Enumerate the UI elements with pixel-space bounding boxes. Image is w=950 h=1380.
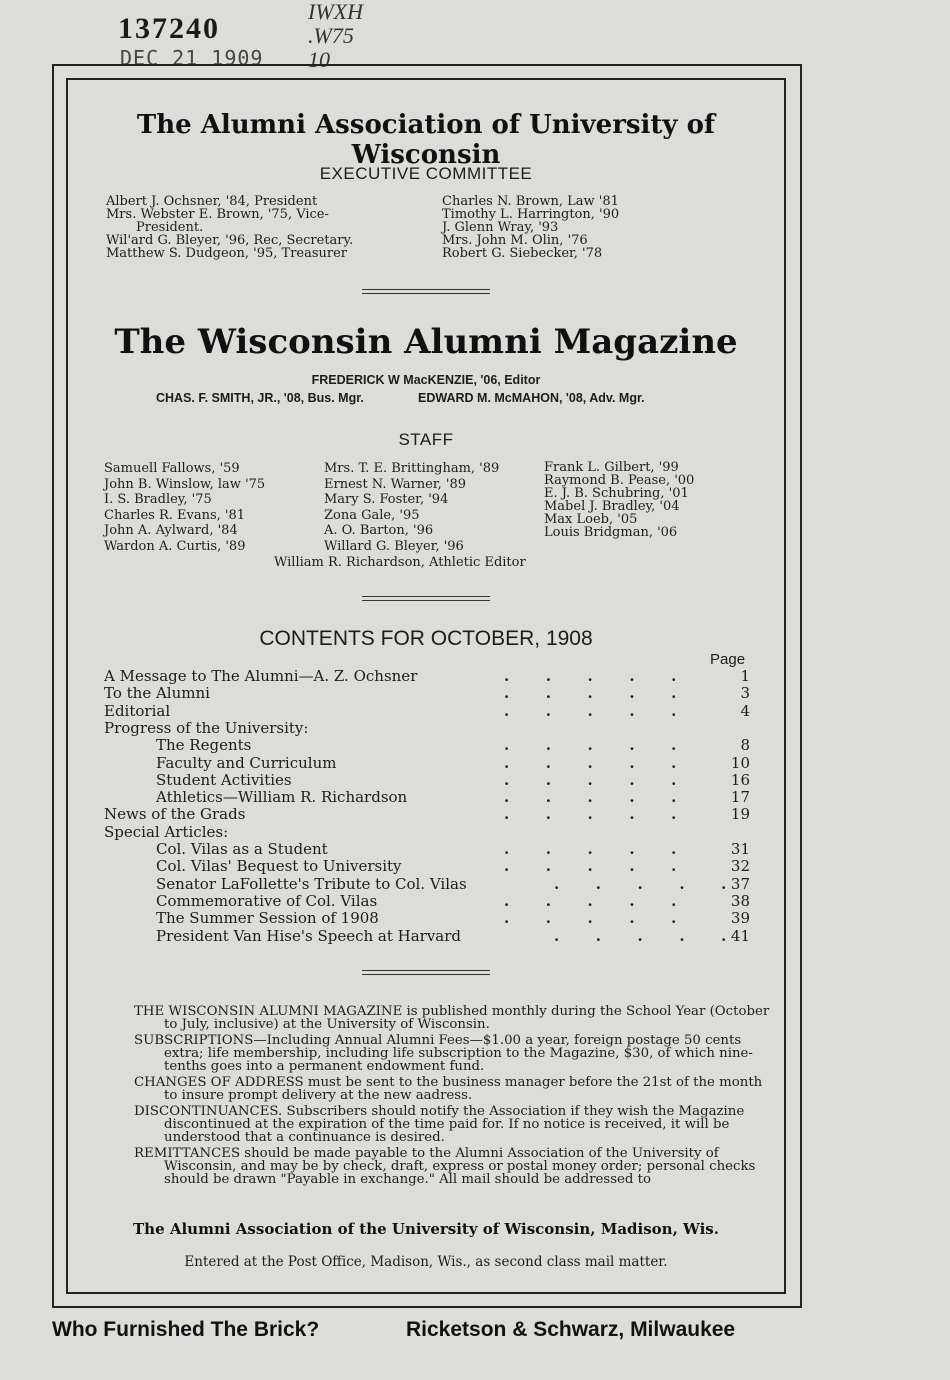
toc-leader-dots: . . . . . bbox=[504, 701, 677, 720]
toc-entry-title: Senator LaFollette's Tribute to Col. Vilas bbox=[156, 874, 467, 893]
executive-member: Mrs. John M. Olin, '76 bbox=[442, 233, 588, 248]
toc-entry-title: News of the Grads bbox=[104, 805, 246, 824]
toc-leader-dots: . . . . . bbox=[504, 684, 677, 703]
contents-heading: CONTENTS FOR OCTOBER, 1908 bbox=[259, 627, 593, 650]
staff-member: Louis Bridgman, '06 bbox=[544, 525, 678, 540]
staff-member: E. J. B. Schubring, '01 bbox=[544, 486, 689, 501]
executive-member: Charles N. Brown, Law '81 bbox=[442, 194, 619, 209]
notice-paragraph: SUBSCRIPTIONS—Including Annual Alumni Fees—$1.00 a year, foreign postage 50 cents extra; life membership, including life subscription to the Magazine, $30, of which nine-tenths goes into a permanent endowment fund. bbox=[134, 1033, 753, 1074]
toc-entry-title: Editorial bbox=[104, 701, 171, 720]
toc-entry bbox=[104, 703, 750, 720]
executive-member: Albert J. Ochsner, '84, President bbox=[106, 194, 318, 209]
toc-page-number: 39 bbox=[730, 909, 750, 928]
toc-leader-dots: . . . . . bbox=[504, 909, 677, 928]
toc-entry-title: The Summer Session of 1908 bbox=[156, 909, 379, 928]
toc-entry-title: Col. Vilas as a Student bbox=[156, 840, 328, 858]
toc-entry bbox=[104, 685, 750, 702]
staff-member: Samuell Fallows, '59 bbox=[104, 461, 240, 476]
advertising-manager: EDWARD M. McMAHON, '08, Adv. Mgr. bbox=[418, 391, 645, 405]
toc-entry bbox=[104, 876, 750, 893]
executive-left-column bbox=[106, 195, 353, 260]
staff-column-1 bbox=[104, 461, 265, 555]
advertisement-banner bbox=[52, 1318, 812, 1342]
toc-entry-title: President Van Hise's Speech at Harvard bbox=[156, 926, 462, 945]
toc-page-number: 31 bbox=[730, 840, 750, 858]
staff-member: Ernest N. Warner, '89 bbox=[324, 476, 467, 492]
toc-entry bbox=[104, 737, 750, 754]
accession-number: 137240 bbox=[118, 12, 220, 45]
divider-rule bbox=[362, 970, 490, 975]
toc-page-number: 37 bbox=[730, 874, 750, 893]
toc-entry bbox=[104, 789, 750, 806]
staff-member: Mary S. Foster, '94 bbox=[324, 492, 449, 508]
executive-member: Mrs. Webster E. Brown, '75, Vice- bbox=[106, 207, 329, 222]
advertisement-question: Who Furnished The Brick? bbox=[52, 1318, 320, 1341]
toc-leader-dots: . . . . . bbox=[504, 805, 677, 824]
executive-member: Robert G. Siebecker, '78 bbox=[442, 246, 603, 261]
staff-member: John B. Winslow, law '75 bbox=[104, 476, 266, 492]
publication-notices bbox=[104, 1005, 778, 1189]
toc-entry bbox=[104, 720, 750, 737]
staff-member: Zona Gale, '95 bbox=[324, 507, 420, 523]
toc-leader-dots: . . . . . bbox=[504, 667, 677, 685]
toc-leader-dots: . . . . . bbox=[504, 891, 677, 910]
toc-leader-dots: . . . . . bbox=[504, 736, 677, 755]
toc-entry-title: The Regents bbox=[156, 736, 252, 755]
toc-page-number: 8 bbox=[740, 736, 750, 755]
athletic-editor: William R. Richardson, Athletic Editor bbox=[274, 555, 526, 570]
toc-entry bbox=[104, 841, 750, 858]
staff-column-2 bbox=[324, 461, 499, 555]
staff-member: Willard G. Bleyer, '96 bbox=[324, 538, 464, 554]
toc-page-number: 32 bbox=[730, 857, 750, 876]
executive-member: President. bbox=[136, 220, 204, 235]
toc-page-number: 10 bbox=[730, 753, 750, 772]
handwriting-line: 10 bbox=[308, 47, 330, 72]
staff-member: I. S. Bradley, '75 bbox=[104, 492, 212, 508]
staff-member: Raymond B. Pease, '00 bbox=[544, 473, 695, 488]
advertisement-sponsor: Ricketson & Schwarz, Milwaukee bbox=[406, 1318, 736, 1341]
executive-member: Matthew S. Dudgeon, '95, Treasurer bbox=[106, 246, 348, 261]
executive-member: J. Glenn Wray, '93 bbox=[442, 220, 559, 235]
toc-entry-title: To the Alumni bbox=[104, 684, 210, 703]
toc-entry bbox=[104, 755, 750, 772]
notice-paragraph: DISCONTINUANCES. Subscribers should notify the Association if they wish the Magazine discontinued at the expiration of the time paid for. If no notice is received, it will be understood that a continuance is desired. bbox=[134, 1104, 745, 1145]
accession-date: DEC 21 1909 bbox=[120, 46, 264, 70]
toc-page-number: 4 bbox=[740, 701, 750, 720]
staff-member: Mrs. T. E. Brittingham, '89 bbox=[324, 461, 500, 476]
staff-member: Wardon A. Curtis, '89 bbox=[104, 538, 246, 554]
toc-page-number: 19 bbox=[730, 805, 750, 824]
toc-entry-title: Progress of the University: bbox=[104, 718, 309, 737]
toc-entry-title: Special Articles: bbox=[104, 822, 229, 841]
association-title: The Alumni Association of University of Wisconsin bbox=[136, 110, 716, 170]
toc-page-number: 1 bbox=[740, 667, 750, 685]
toc-entry bbox=[104, 893, 750, 910]
page-column-label: Page bbox=[710, 651, 746, 668]
toc-entry bbox=[104, 824, 750, 841]
toc-entry bbox=[104, 668, 750, 685]
handwritten-call-number bbox=[308, 0, 363, 72]
toc-entry-title: Commemorative of Col. Vilas bbox=[156, 891, 378, 910]
executive-member: Wil'ard G. Bleyer, '96, Rec, Secretary. bbox=[106, 233, 354, 248]
magazine-title: The Wisconsin Alumni Magazine bbox=[114, 322, 738, 362]
executive-right-column bbox=[442, 195, 619, 260]
toc-entry-title: Athletics—William R. Richardson bbox=[156, 788, 408, 807]
staff-member: Charles R. Evans, '81 bbox=[104, 507, 246, 523]
toc-leader-dots: . . . . . bbox=[504, 857, 677, 876]
toc-entry bbox=[104, 772, 750, 789]
toc-page-number: 38 bbox=[730, 891, 750, 910]
toc-entry bbox=[104, 910, 750, 927]
mailing-address: The Alumni Association of the University of Wisconsin, Madison, Wis. bbox=[133, 1220, 719, 1238]
divider-rule bbox=[362, 596, 490, 601]
toc-entry-title: A Message to The Alumni—A. Z. Ochsner bbox=[104, 667, 418, 685]
staff-member: John A. Aylward, '84 bbox=[104, 523, 238, 539]
staff-member: Max Loeb, '05 bbox=[544, 512, 638, 527]
staff-member: A. O. Barton, '96 bbox=[324, 523, 434, 539]
toc-leader-dots: . . . . . bbox=[504, 770, 677, 789]
toc-page-number: 41 bbox=[730, 926, 750, 945]
toc-leader-dots: . . . . . bbox=[554, 874, 727, 893]
toc-entry-title: Faculty and Curriculum bbox=[156, 753, 337, 772]
notice-paragraph: CHANGES OF ADDRESS must be sent to the business manager before the 21st of the month to insure prompt delivery at the new aadress. bbox=[134, 1075, 763, 1103]
toc-page-number: 3 bbox=[740, 684, 750, 703]
toc-page-number: 17 bbox=[730, 788, 750, 807]
staff-member: Mabel J. Bradley, '04 bbox=[544, 499, 680, 514]
staff-member: Frank L. Gilbert, '99 bbox=[544, 460, 679, 475]
business-manager: CHAS. F. SMITH, JR., '08, Bus. Mgr. bbox=[156, 391, 364, 405]
toc-entry-title: Col. Vilas' Bequest to University bbox=[156, 857, 402, 876]
toc-entry bbox=[104, 806, 750, 823]
staff-column-3 bbox=[544, 461, 694, 539]
toc-page-number: 16 bbox=[730, 770, 750, 789]
notice-paragraph: REMITTANCES should be made payable to the Alumni Association of the University of Wisconsin, and may be by check, draft, express or postal money order; personal checks should be drawn "Payable in exchange." All mail should be addressed to bbox=[134, 1146, 756, 1187]
editor-line: FREDERICK W MacKENZIE, '06, Editor bbox=[311, 373, 541, 387]
handwriting-line: IWXH bbox=[308, 0, 363, 24]
toc-leader-dots: . . . . . bbox=[554, 926, 727, 945]
post-office-notice: Entered at the Post Office, Madison, Wis., as second class mail matter. bbox=[184, 1254, 668, 1270]
toc-entry bbox=[104, 858, 750, 875]
divider-rule bbox=[362, 289, 490, 294]
executive-heading: EXECUTIVE COMMITTEE bbox=[319, 164, 533, 183]
toc-leader-dots: . . . . . bbox=[504, 788, 677, 807]
toc-entry-title: Student Activities bbox=[156, 770, 292, 789]
staff-heading: STAFF bbox=[398, 430, 454, 449]
executive-member: Timothy L. Harrington, '90 bbox=[442, 207, 620, 222]
toc-leader-dots: . . . . . bbox=[504, 753, 677, 772]
toc-leader-dots: . . . . . bbox=[504, 840, 677, 858]
handwriting-line: .W75 bbox=[308, 23, 354, 48]
notice-paragraph: THE WISCONSIN ALUMNI MAGAZINE is published monthly during the School Year (October to July, inclusive) at the University of Wisconsin. bbox=[134, 1004, 770, 1032]
toc-entry bbox=[104, 928, 750, 945]
